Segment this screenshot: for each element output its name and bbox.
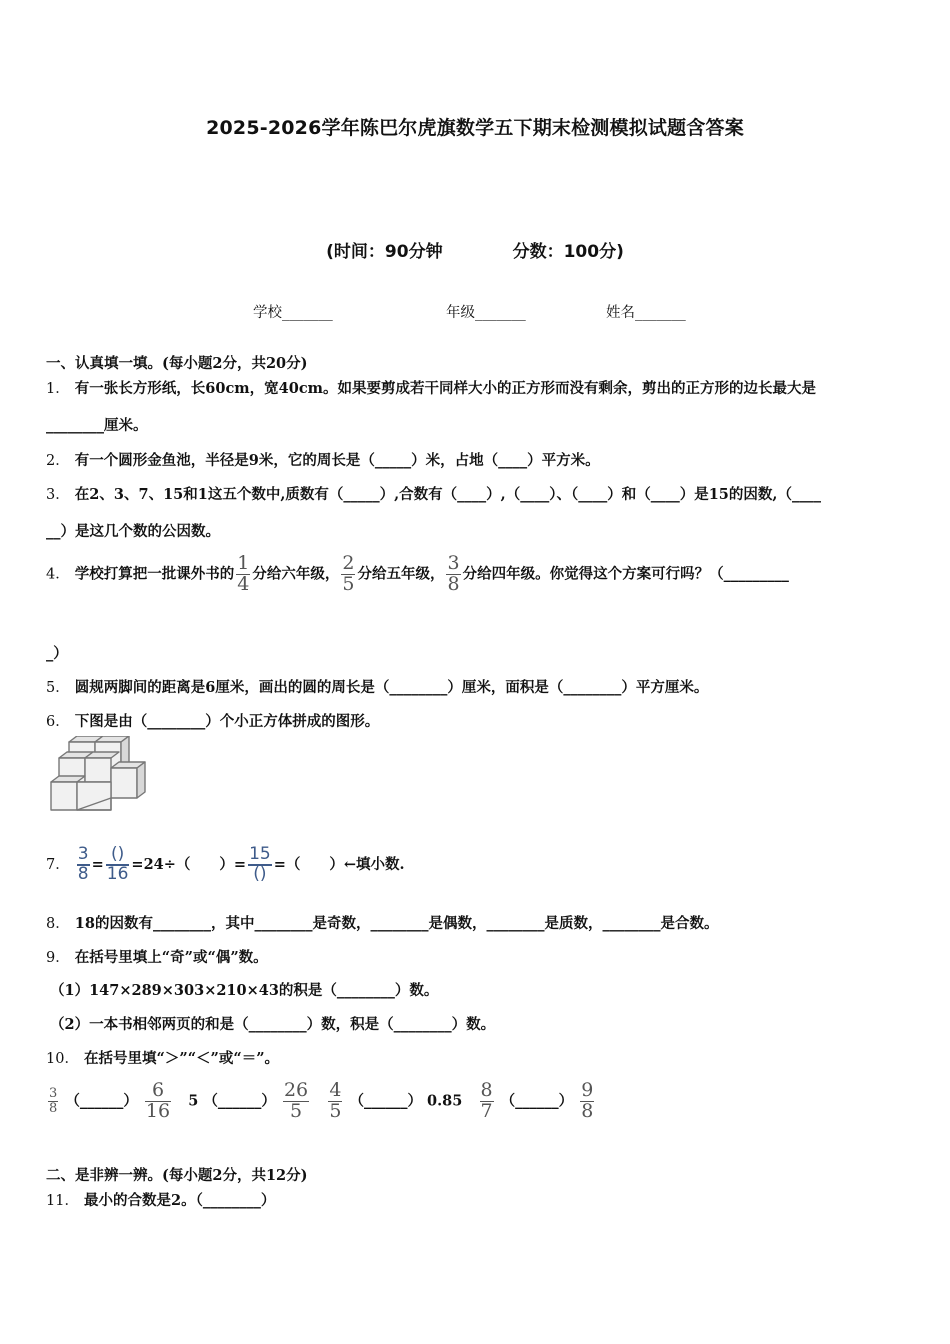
q2-number: 2． [46,453,70,469]
q10-value-f: 0.85 [427,1092,463,1110]
q4-answer-line[interactable]: _） [46,645,68,662]
q10-fraction-a: $\frac{3}{8}$ [49,1086,58,1116]
q10-blank-3[interactable]: （______） [349,1092,422,1110]
exam-time: (时间：90分钟 [326,242,443,262]
exam-meta [0,237,950,262]
q10-comparisons [46,1081,596,1122]
q3-text-line2: __）是这几个数的公因数。 [46,523,220,540]
q5-text: 圆规两脚间的距离是6厘米，画出的圆的周长是（________）厘米，面积是（________）平方厘米。 [74,679,709,696]
section1-heading: 一、认真填一填。(每小题2分，共20分) [46,355,308,372]
q1-answer-line[interactable]: ________厘米。 [46,417,148,434]
q2-text: 有一个圆形金鱼池，半径是9米，它的周长是（_____）米，占地（____）平方米。 [74,452,600,469]
question-10 [46,1047,279,1068]
q3-text: 在2、3、7、15和1这五个数中,质数有（_____）,合数有（____）,（____）、（____）和（____）是15的因数,（____ [74,486,821,503]
q3-number: 3． [46,487,70,503]
question-5 [46,676,708,697]
q9-number: 9． [46,950,70,966]
question-1 [46,377,816,398]
q10-number: 10． [46,1051,79,1067]
question-3 [46,483,821,504]
q11-text: 最小的合数是2。（________） [84,1192,276,1209]
q4-text-1: 学校打算把一批课外书的 [74,565,235,583]
q4-fraction-3: $\frac{3}{8}$ [447,552,460,595]
question-6 [46,710,379,731]
q10-blank-2[interactable]: （______） [203,1092,276,1110]
q1-number: 1． [46,381,70,397]
question-2 [46,449,600,470]
q9-sub-2: （2）一本书相邻两页的和是（________）数，积是（________）数。 [50,1016,496,1033]
q6-text: 下图是由（________）个小正方体拼成的图形。 [74,713,380,730]
q10-blank-1[interactable]: （______） [65,1092,138,1110]
q10-fraction-h: $\frac{9}{8}$ [581,1079,594,1122]
q7-number: 7． [46,856,70,873]
q4-text-3: 分给五年级， [357,565,445,583]
q8-number: 8． [46,916,70,932]
exam-score: 分数：100分) [512,242,624,262]
question-7 [46,846,405,884]
q4-number: 4． [46,566,70,583]
q7-equals: = [91,855,104,873]
question-8 [46,912,718,933]
q6-number: 6． [46,714,70,730]
document-title: 2025-2026学年陈巴尔虎旗数学五下期末检测模拟试题含答案 [206,117,744,139]
q9-text: 在括号里填上“奇”或“偶”数。 [74,949,268,966]
q7-fraction-2: $\frac{()}{16}$ [106,844,129,884]
section2-heading: 二、是非辨一辨。(每小题2分，共12分) [46,1167,308,1184]
cube-figure [47,736,159,814]
question-11 [46,1189,275,1210]
school-field[interactable]: 学校_______ [253,305,333,321]
question-9 [46,946,268,967]
q4-fraction-1: $\frac{1}{4}$ [237,552,250,595]
q4-text-4: 分给四年级。你觉得这个方案可行吗？（_________ [462,565,789,583]
q10-text: 在括号里填“＞”“＜”或“＝”。 [84,1050,280,1067]
q4-text-2: 分给六年级， [252,565,340,583]
q11-number: 11． [46,1193,79,1209]
q10-fraction-b: $\frac{6}{16}$ [145,1079,171,1122]
question-4 [46,554,789,595]
grade-field[interactable]: 年级_______ [446,305,526,321]
q5-number: 5． [46,680,70,696]
q10-value-c: 5 [188,1092,199,1110]
q4-fraction-2: $\frac{2}{5}$ [342,552,355,595]
name-field[interactable]: 姓名_______ [606,305,686,321]
q7-text-1: =24÷（ ）= [131,855,247,873]
q10-fraction-d: $\frac{26}{5}$ [283,1079,309,1122]
q1-text: 有一张长方形纸，长60cm，宽40cm。如果要剪成若干同样大小的正方形而没有剩余，剪出的正方形的边长最大是 [74,380,816,397]
q7-fraction-3: $\frac{15}{()}$ [249,844,271,884]
q9-sub-1: （1）147×289×303×210×43的积是（________）数。 [50,982,439,999]
q7-text-2: =（ ）←填小数. [273,855,405,873]
q10-fraction-g: $\frac{8}{7}$ [480,1079,493,1122]
q7-fraction-1: $\frac{3}{8}$ [77,844,89,884]
q10-blank-4[interactable]: （______） [500,1092,574,1110]
q10-fraction-e: $\frac{4}{5}$ [329,1079,342,1122]
q8-text: 18的因数有________，其中________是奇数，________是偶数，________是质数，________是合数。 [74,915,719,932]
